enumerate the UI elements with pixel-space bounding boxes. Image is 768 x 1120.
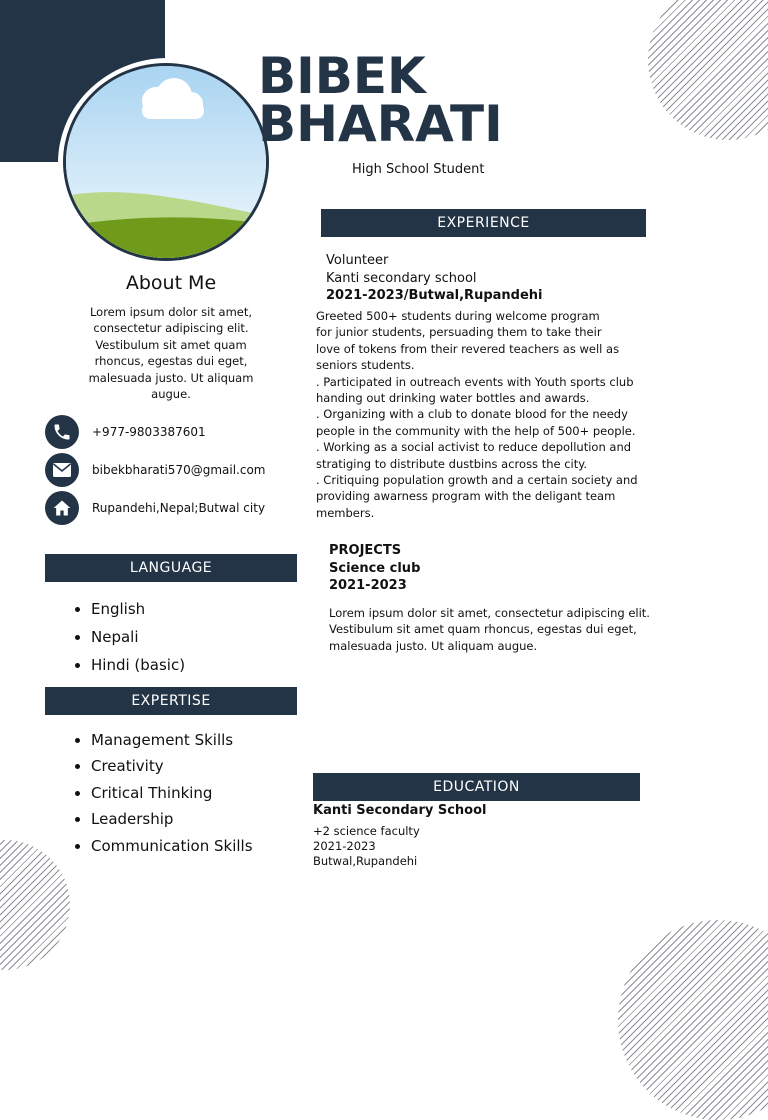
about-text: Lorem ipsum dolor sit amet, consectetur adipiscing elit. Vestibulum sit amet quam rhoncus, egestas dui eget, malesuada justo. Ut aliquam augue. <box>88 305 254 402</box>
mail-icon <box>45 453 79 487</box>
list-item: • Communication Skills <box>91 833 253 859</box>
expertise-header: EXPERTISE <box>45 687 297 715</box>
experience-description: Greeted 500+ students during welcome program for junior students, persuading them to take their love of tokens from their revered teachers as well as seniors students. . Participated in outreach events with Youth sports club handing out drinking water bottles and awards. . Organizing with a club to donate blood for the needy people in the community with the help of 500+ people. . Working as a social activist to reduce depollution and stratiging to distribute dustbins across the city. . Critiquing population growth and a certain society and providing awarness program with the deligant team members. <box>316 309 638 520</box>
language-list <box>45 595 185 679</box>
list-item: • Hindi (basic) <box>91 651 185 679</box>
job-title: High School Student <box>352 162 485 177</box>
contact-phone <box>45 415 206 449</box>
expertise-list <box>45 727 253 859</box>
about-title: About Me <box>125 272 217 294</box>
experience-period: 2021-2023/Butwal,Rupandehi <box>326 288 543 304</box>
home-icon <box>45 491 79 525</box>
hatched-circle-bottom-right <box>618 920 768 1120</box>
list-item: • Leadership <box>91 806 253 832</box>
education-school: Kanti Secondary School <box>313 803 487 818</box>
education-details <box>313 824 420 869</box>
contact-email <box>45 453 265 487</box>
list-item: • Critical Thinking <box>91 780 253 806</box>
list-item: • English <box>91 595 185 623</box>
hatched-circle-top-right <box>648 0 768 140</box>
education-location: Butwal,Rupandehi <box>313 854 418 868</box>
experience-heading <box>326 252 543 305</box>
full-name <box>258 47 503 153</box>
experience-header: EXPERIENCE <box>321 209 646 237</box>
landscape-placeholder-icon <box>66 66 266 258</box>
project-name: Science club <box>329 560 421 576</box>
phone-number[interactable]: +977-9803387601 <box>92 425 206 439</box>
address: Rupandehi,Nepal;Butwal city <box>92 501 266 515</box>
phone-icon <box>45 415 79 449</box>
project-period: 2021-2023 <box>329 578 407 594</box>
list-item: • Nepali <box>91 623 185 651</box>
project-description: Lorem ipsum dolor sit amet, consectetur adipiscing elit. Vestibulum sit amet quam rhoncus, egestas dui eget, malesuada justo. Ut aliquam augue. <box>329 606 650 653</box>
last-name: BHARATI <box>258 95 503 153</box>
education-header: EDUCATION <box>313 773 640 801</box>
education-period: 2021-2023 <box>313 839 376 853</box>
list-item: • Creativity <box>91 753 253 779</box>
language-header: LANGUAGE <box>45 554 297 582</box>
projects-heading <box>329 542 420 595</box>
experience-org: Kanti secondary school <box>326 270 477 286</box>
experience-role: Volunteer <box>326 253 389 268</box>
list-item: • Management Skills <box>91 727 253 753</box>
avatar <box>63 63 269 261</box>
hatched-circle-bottom-left <box>0 840 70 970</box>
education-faculty: +2 science faculty <box>313 824 420 838</box>
first-name: BIBEK <box>258 47 426 105</box>
projects-title: PROJECTS <box>329 543 402 558</box>
email-address[interactable]: bibekbharati570@gmail.com <box>92 463 266 477</box>
contact-address <box>45 491 265 525</box>
